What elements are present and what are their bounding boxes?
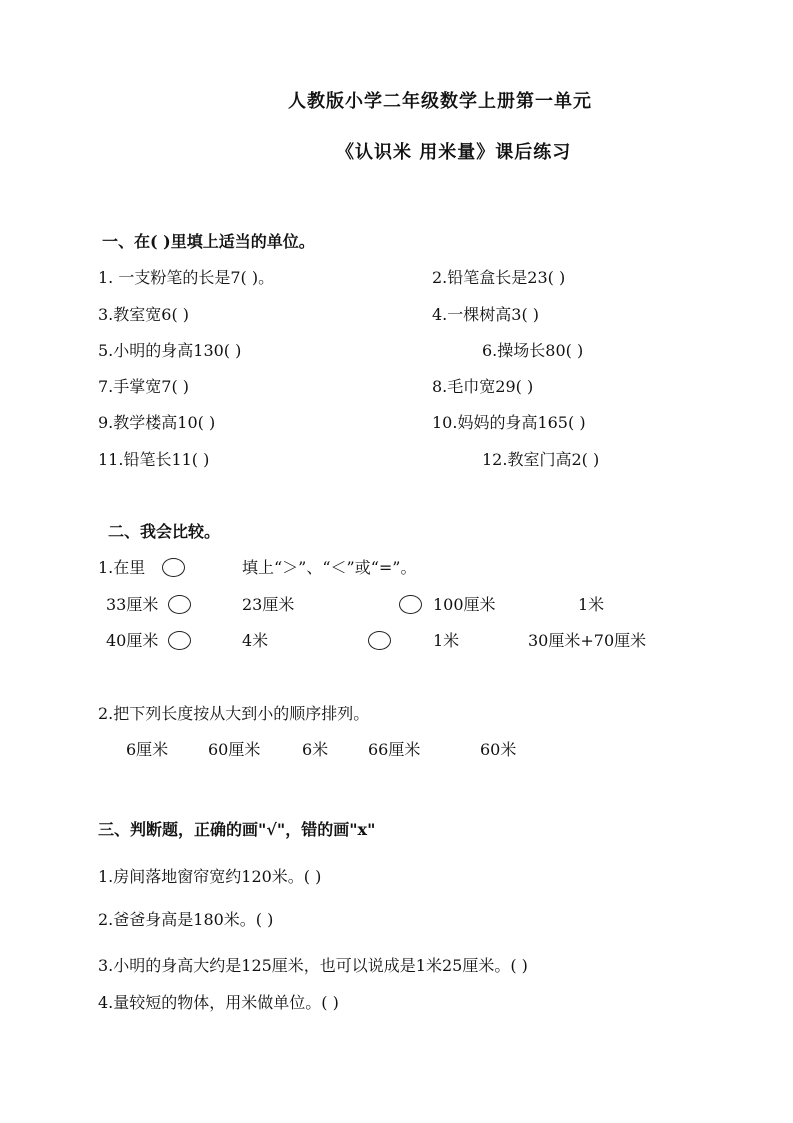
compare-instruction-prefix: 1.在里: [98, 558, 146, 577]
section1-item: 1. 一支粉笔的长是7( )。: [98, 268, 275, 287]
section1-item: 11.铅笔长11( ): [98, 450, 210, 469]
section1-item: 2.铅笔盒长是23( ): [432, 268, 566, 287]
section1-item: 7.手掌宽7( ): [98, 377, 190, 396]
compare-circle-blank[interactable]: [399, 595, 422, 614]
compare-value: 1米: [578, 595, 605, 614]
compare-value: 23厘米: [242, 595, 295, 614]
length-value: 6米: [302, 740, 329, 759]
section2-heading: 二、我会比较。: [108, 522, 221, 541]
length-value: 6厘米: [126, 740, 169, 759]
compare-circle-example: [162, 558, 185, 577]
section1-heading: 一、在( )里填上适当的单位。: [102, 232, 315, 251]
length-value: 60厘米: [208, 740, 261, 759]
section1-item: 8.毛巾宽29( ): [432, 377, 534, 396]
section1-item: 6.操场长80( ): [482, 341, 584, 360]
section3-heading: 三、判断题，正确的画"√"，错的画"x": [98, 820, 376, 839]
section1-item: 4.一棵树高3( ): [432, 305, 540, 324]
compare-value: 100厘米: [433, 595, 496, 614]
compare-value: 1米: [433, 631, 460, 650]
compare-circle-blank[interactable]: [168, 631, 191, 650]
compare-value: 40厘米: [106, 631, 159, 650]
compare-circle-blank[interactable]: [168, 595, 191, 614]
judge-item: 1.房间落地窗帘宽约120米。( ): [98, 867, 322, 886]
judge-item: 2.爸爸身高是180米。( ): [98, 910, 274, 929]
section1-item: 3.教室宽6( ): [98, 305, 190, 324]
section1-item: 9.教学楼高10( ): [98, 413, 216, 432]
judge-item: 3.小明的身高大约是125厘米，也可以说成是1米25厘米。( ): [98, 956, 528, 975]
compare-circle-blank[interactable]: [368, 631, 391, 650]
length-value: 66厘米: [368, 740, 421, 759]
compare-value: 4米: [242, 631, 269, 650]
order-instruction: 2.把下列长度按从大到小的顺序排列。: [98, 704, 370, 723]
section1-item: 12.教室门高2( ): [482, 450, 600, 469]
title-line-2: 《认识米 用米量》课后练习: [336, 142, 572, 163]
compare-value: 30厘米+70厘米: [528, 631, 647, 650]
judge-item: 4.量较短的物体，用米做单位。( ): [98, 993, 339, 1012]
compare-instruction-suffix: 填上“＞”、“＜”或“=”。: [242, 558, 417, 577]
section1-item: 5.小明的身高130( ): [98, 341, 242, 360]
length-value: 60米: [480, 740, 517, 759]
section1-item: 10.妈妈的身高165( ): [432, 413, 586, 432]
compare-value: 33厘米: [106, 595, 159, 614]
title-line-1: 人教版小学二年级数学上册第一单元: [288, 91, 592, 112]
